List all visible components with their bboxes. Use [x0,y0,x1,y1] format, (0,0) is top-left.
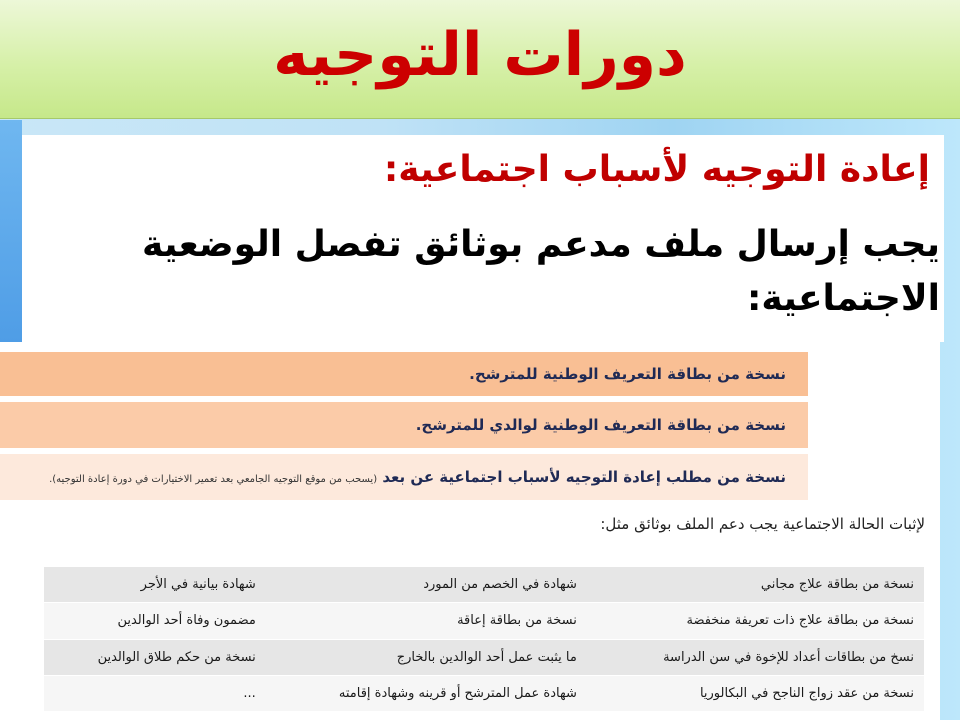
table-cell: نسخة من بطاقة علاج مجاني [587,567,924,603]
table-cell: نسخة من عقد زواج الناجح في البكالوريا [587,675,924,711]
required-doc-note: (يسحب من موقع التوجيه الجامعي بعد تعمير الاختيارات في دورة إعادة التوجيه). [49,474,378,485]
required-doc-text: نسخة من بطاقة التعريف الوطنية للمترشح. [469,365,786,383]
required-doc-text: نسخة من مطلب إعادة التوجيه لأسباب اجتماعية عن بعد [382,468,786,486]
required-doc-text: نسخة من بطاقة التعريف الوطنية لوالدي للمترشح. [415,416,786,434]
required-doc-row [0,402,808,448]
intro-text: لإثبات الحالة الاجتماعية يجب دعم الملف بوثائق مثل: [600,515,925,533]
table-cell: ... [44,675,266,711]
table-row [44,567,924,603]
supporting-docs-table [44,566,924,712]
table-cell: شهادة في الخصم من المورد [266,567,587,603]
left-accent-bar [0,120,22,342]
section-heading: إعادة التوجيه لأسباب اجتماعية: [383,149,930,190]
slide-title: دورات التوجيه [273,20,687,90]
table-cell: نسخ من بطاقات أعداد للإخوة في سن الدراسة [587,639,924,675]
table-cell: نسخة من حكم طلاق الوالدين [44,639,266,675]
table-row [44,675,924,711]
table-cell: شهادة عمل المترشح أو قرينه وشهادة إقامته [266,675,587,711]
table-cell: نسخة من بطاقة إعاقة [266,603,587,639]
table-row [44,603,924,639]
table-cell: شهادة بيانية في الأجر [44,567,266,603]
required-doc-row [0,454,808,500]
table-cell: نسخة من بطاقة علاج ذات تعريفة منخفضة [587,603,924,639]
body-text: يجب إرسال ملف مدعم بوثائق تفصل الوضعية الاجتماعية: [142,224,940,319]
table-row [44,639,924,675]
table-cell: ما يثبت عمل أحد الوالدين بالخارج [266,639,587,675]
required-doc-row [0,352,808,396]
table-cell: مضمون وفاة أحد الوالدين [44,603,266,639]
